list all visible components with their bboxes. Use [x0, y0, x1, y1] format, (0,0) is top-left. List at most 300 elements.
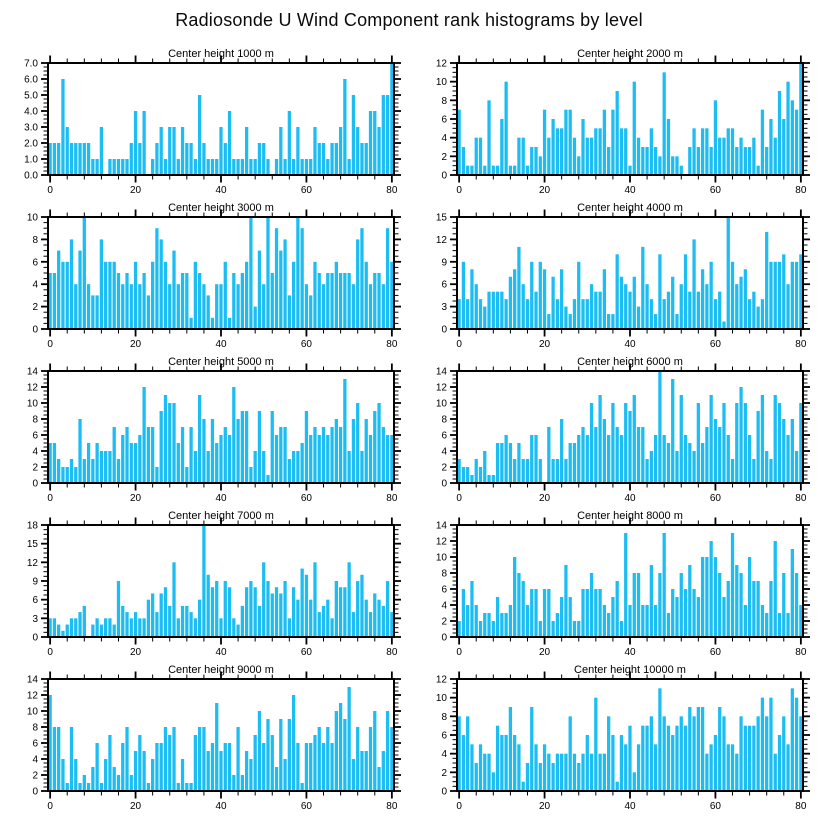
bar	[207, 159, 210, 175]
bar	[547, 314, 550, 329]
bar	[722, 597, 725, 637]
bar	[104, 262, 107, 329]
bar	[356, 239, 359, 329]
bar	[57, 625, 60, 637]
bar	[330, 143, 333, 175]
bars	[49, 379, 394, 483]
bar	[786, 613, 789, 637]
bar	[138, 284, 141, 329]
y-tick-label: 14	[26, 674, 38, 686]
bar	[748, 726, 751, 791]
bar	[650, 565, 653, 637]
x-tick-label: 40	[215, 493, 227, 504]
bar	[382, 95, 385, 175]
x-tick-label: 80	[386, 647, 398, 658]
bar	[500, 119, 503, 175]
bar	[569, 314, 572, 329]
bar	[637, 573, 640, 637]
bar	[522, 284, 525, 329]
bar	[262, 284, 265, 329]
bar	[513, 735, 516, 791]
bar	[569, 110, 572, 175]
bar	[633, 277, 636, 329]
bar	[761, 110, 764, 175]
bar	[517, 247, 520, 329]
bar	[778, 262, 781, 329]
rank-histogram-svg	[409, 46, 818, 200]
x-tick-label: 40	[624, 493, 636, 504]
bar	[365, 262, 368, 329]
bar	[680, 716, 683, 791]
bar	[66, 625, 69, 637]
rank-histogram-svg	[409, 662, 818, 816]
bar	[224, 427, 227, 483]
bar	[377, 273, 380, 329]
bar	[249, 467, 252, 483]
bar	[121, 159, 124, 175]
bar	[727, 581, 730, 637]
bar	[607, 147, 610, 175]
bar	[155, 743, 158, 791]
bar	[377, 127, 380, 175]
x-tick-label: 0	[456, 185, 462, 196]
bar	[603, 419, 606, 483]
bar	[526, 299, 529, 329]
bar	[633, 772, 636, 791]
y-tick-label: 8	[32, 722, 38, 734]
bar	[160, 743, 163, 791]
bar	[466, 299, 469, 329]
bar	[177, 443, 180, 483]
y-tick-label: 10	[435, 398, 447, 410]
bar	[581, 119, 584, 175]
bar	[147, 295, 150, 329]
bar	[330, 273, 333, 329]
bar	[258, 411, 261, 483]
bar	[598, 754, 601, 791]
bar	[714, 557, 717, 637]
bar	[769, 262, 772, 329]
bar	[735, 147, 738, 175]
bar	[641, 726, 644, 791]
bar	[757, 166, 760, 175]
bar	[774, 754, 777, 791]
bar	[339, 703, 342, 791]
bar	[61, 759, 64, 791]
bar	[556, 299, 559, 329]
bar	[645, 605, 648, 637]
bar	[108, 451, 111, 483]
x-tick-label: 60	[709, 339, 721, 350]
x-tick-label: 20	[539, 493, 551, 504]
bar	[241, 775, 244, 791]
bar	[155, 467, 158, 483]
bar	[688, 443, 691, 483]
bar	[509, 605, 512, 637]
subplot-center-height-2000m	[409, 46, 818, 200]
bar	[100, 783, 103, 791]
bar	[786, 284, 789, 329]
bar	[262, 143, 265, 175]
bar	[78, 143, 81, 175]
bar	[348, 159, 351, 175]
bar	[675, 156, 678, 175]
bars	[458, 63, 803, 175]
bar	[57, 143, 60, 175]
bar	[603, 754, 606, 791]
bar	[791, 262, 794, 329]
bar	[616, 427, 619, 483]
bar	[283, 159, 286, 175]
bar	[356, 127, 359, 175]
bar	[172, 562, 175, 637]
bar	[543, 110, 546, 175]
bar	[360, 451, 363, 483]
bar	[305, 411, 308, 483]
bar	[675, 597, 678, 637]
bar	[309, 159, 312, 175]
bar	[517, 138, 520, 175]
bar	[373, 273, 376, 329]
bar	[748, 147, 751, 175]
bar	[509, 277, 512, 329]
bar	[462, 735, 465, 791]
bar	[78, 783, 81, 791]
bar	[211, 743, 214, 791]
bar	[185, 467, 188, 483]
bar	[211, 419, 214, 483]
bar	[795, 698, 798, 791]
bar	[117, 273, 120, 329]
bar	[637, 744, 640, 791]
x-tick-label: 20	[539, 185, 551, 196]
bar	[782, 254, 785, 329]
bar	[271, 593, 274, 637]
bar	[616, 782, 619, 791]
bar	[87, 443, 90, 483]
bar	[667, 119, 670, 175]
bar	[466, 166, 469, 175]
bar	[117, 159, 120, 175]
y-tick-label: 3.0	[24, 122, 38, 134]
y-tick-label: 8	[441, 711, 447, 723]
bar	[318, 143, 321, 175]
y-tick-label: 12	[435, 536, 447, 548]
bar	[95, 743, 98, 791]
bar	[483, 613, 486, 637]
bar	[373, 411, 376, 483]
bar	[663, 299, 666, 329]
bar	[207, 751, 210, 791]
bar	[710, 541, 713, 637]
bar	[551, 459, 554, 483]
bar	[671, 589, 674, 637]
bar	[224, 143, 227, 175]
bar	[177, 618, 180, 637]
bar	[78, 419, 81, 483]
bar	[547, 589, 550, 637]
bar	[590, 138, 593, 175]
bar	[339, 273, 342, 329]
bar	[70, 239, 73, 329]
subplot-title: Center height 9000 m	[168, 664, 274, 676]
y-tick-label: 12	[435, 58, 447, 70]
bar	[581, 299, 584, 329]
subplot-center-height-4000m	[409, 200, 818, 354]
bar	[189, 783, 192, 791]
bar	[365, 751, 368, 791]
bar	[343, 273, 346, 329]
bar	[483, 307, 486, 329]
bar	[539, 156, 542, 175]
bar	[522, 138, 525, 175]
bar	[569, 597, 572, 637]
bar	[534, 292, 537, 329]
bar	[172, 727, 175, 791]
bar	[322, 143, 325, 175]
subplot-title: Center height 5000 m	[168, 356, 274, 368]
bar	[487, 613, 490, 637]
bar	[219, 618, 222, 637]
bar	[765, 232, 768, 329]
bar	[692, 716, 695, 791]
bar	[500, 613, 503, 637]
bar	[504, 82, 507, 175]
bar	[722, 138, 725, 175]
bar	[769, 698, 772, 791]
rank-histogram-svg	[0, 46, 409, 200]
bar	[53, 727, 56, 791]
bar	[496, 166, 499, 175]
y-tick-label: 3	[441, 302, 447, 314]
bar	[326, 273, 329, 329]
y-tick-label: 10	[435, 77, 447, 89]
bar	[83, 775, 86, 791]
bar	[492, 166, 495, 175]
subplot-center-height-7000m	[0, 508, 409, 662]
bar	[309, 435, 312, 483]
y-tick-label: 0	[441, 324, 447, 336]
bar	[288, 295, 291, 329]
x-tick-label: 60	[300, 801, 312, 812]
bar	[667, 292, 670, 329]
bar	[774, 541, 777, 637]
bar	[641, 427, 644, 483]
bar	[125, 612, 128, 637]
bar	[522, 782, 525, 791]
bar	[487, 100, 490, 175]
bar	[663, 435, 666, 483]
bar	[305, 159, 308, 175]
bar	[680, 166, 683, 175]
bar	[70, 618, 73, 637]
bar	[761, 698, 764, 791]
x-tick-label: 60	[300, 647, 312, 658]
bar	[564, 565, 567, 637]
x-tick-label: 20	[539, 339, 551, 350]
y-tick-label: 6	[441, 114, 447, 126]
bar	[701, 269, 704, 329]
bar	[628, 726, 631, 791]
bar	[172, 403, 175, 483]
x-tick-label: 60	[300, 493, 312, 504]
bar	[710, 744, 713, 791]
bar	[573, 754, 576, 791]
bar	[607, 613, 610, 637]
bar	[560, 754, 563, 791]
bar	[339, 587, 342, 637]
bar	[586, 299, 589, 329]
bar	[326, 600, 329, 637]
bar	[598, 292, 601, 329]
bar	[254, 307, 257, 329]
bar	[258, 251, 261, 329]
bar	[487, 292, 490, 329]
bar	[539, 621, 542, 637]
bar	[160, 239, 163, 329]
bar	[215, 284, 218, 329]
bar	[513, 269, 516, 329]
bar	[266, 159, 269, 175]
bar	[219, 751, 222, 791]
bar	[155, 228, 158, 329]
bar	[241, 411, 244, 483]
bar	[680, 395, 683, 483]
y-tick-label: 4	[441, 133, 447, 145]
bar	[104, 618, 107, 637]
bar	[573, 621, 576, 637]
x-tick-label: 80	[386, 801, 398, 812]
bar	[352, 612, 355, 637]
bar	[569, 716, 572, 791]
x-tick-label: 20	[130, 647, 142, 658]
bar	[275, 228, 278, 329]
bar	[739, 277, 742, 329]
bar	[654, 744, 657, 791]
bar	[130, 143, 133, 175]
bar	[680, 573, 683, 637]
bar	[517, 744, 520, 791]
bar	[757, 307, 760, 329]
bar	[748, 557, 751, 637]
bar	[113, 625, 116, 637]
bar	[492, 621, 495, 637]
bar	[727, 128, 730, 175]
bar	[611, 314, 614, 329]
bar	[462, 589, 465, 637]
bar	[343, 79, 346, 175]
bar	[313, 427, 316, 483]
x-tick-label: 0	[456, 493, 462, 504]
bar	[100, 451, 103, 483]
bar	[650, 716, 653, 791]
bar	[475, 138, 478, 175]
bar	[718, 292, 721, 329]
bar	[534, 744, 537, 791]
y-tick-label: 2	[441, 767, 447, 779]
bars	[49, 687, 394, 791]
bar	[142, 618, 145, 637]
bar	[586, 735, 589, 791]
bar	[296, 217, 299, 329]
bar	[168, 403, 171, 483]
bar	[113, 159, 116, 175]
bar	[500, 735, 503, 791]
bar	[701, 707, 704, 791]
bar	[66, 467, 69, 483]
bar	[526, 763, 529, 791]
bar	[496, 292, 499, 329]
x-tick-label: 80	[386, 339, 398, 350]
bar	[462, 147, 465, 175]
bar	[705, 557, 708, 637]
rank-histogram-svg	[0, 508, 409, 662]
bar	[151, 427, 154, 483]
bar	[53, 273, 56, 329]
bar	[194, 451, 197, 483]
bar	[245, 751, 248, 791]
x-tick-label: 80	[386, 185, 398, 196]
bar	[61, 79, 64, 175]
bar	[228, 435, 231, 483]
bar	[279, 251, 282, 329]
bar	[207, 295, 210, 329]
bar	[765, 147, 768, 175]
bar	[688, 565, 691, 637]
subplot-center-height-10000m	[409, 662, 818, 816]
bar	[245, 262, 248, 329]
bar	[658, 371, 661, 483]
bar	[356, 403, 359, 483]
bar	[616, 581, 619, 637]
y-tick-label: 8	[32, 234, 38, 246]
subplot-title: Center height 8000 m	[577, 510, 683, 522]
bar	[283, 581, 286, 637]
x-tick-label: 40	[215, 647, 227, 658]
y-tick-label: 10	[26, 706, 38, 718]
bar	[232, 273, 235, 329]
bar	[637, 138, 640, 175]
bar	[718, 707, 721, 791]
y-tick-label: 12	[435, 674, 447, 686]
bar	[87, 783, 90, 791]
bar	[714, 419, 717, 483]
bar	[138, 143, 141, 175]
x-tick-label: 60	[709, 185, 721, 196]
bar	[475, 605, 478, 637]
bar	[735, 754, 738, 791]
bar	[177, 159, 180, 175]
bar	[288, 459, 291, 483]
x-tick-label: 80	[795, 493, 807, 504]
bar	[343, 719, 346, 791]
y-tick-label: 6	[32, 738, 38, 750]
bar	[697, 707, 700, 791]
bar	[744, 403, 747, 483]
bar	[356, 581, 359, 637]
bar	[348, 451, 351, 483]
bar	[202, 525, 205, 637]
y-tick-label: 0	[441, 632, 447, 644]
bar	[624, 128, 627, 175]
histogram-grid	[0, 46, 818, 816]
bar	[594, 292, 597, 329]
bar	[288, 618, 291, 637]
bar	[786, 82, 789, 175]
bar	[130, 443, 133, 483]
bar	[224, 581, 227, 637]
bar	[352, 759, 355, 791]
